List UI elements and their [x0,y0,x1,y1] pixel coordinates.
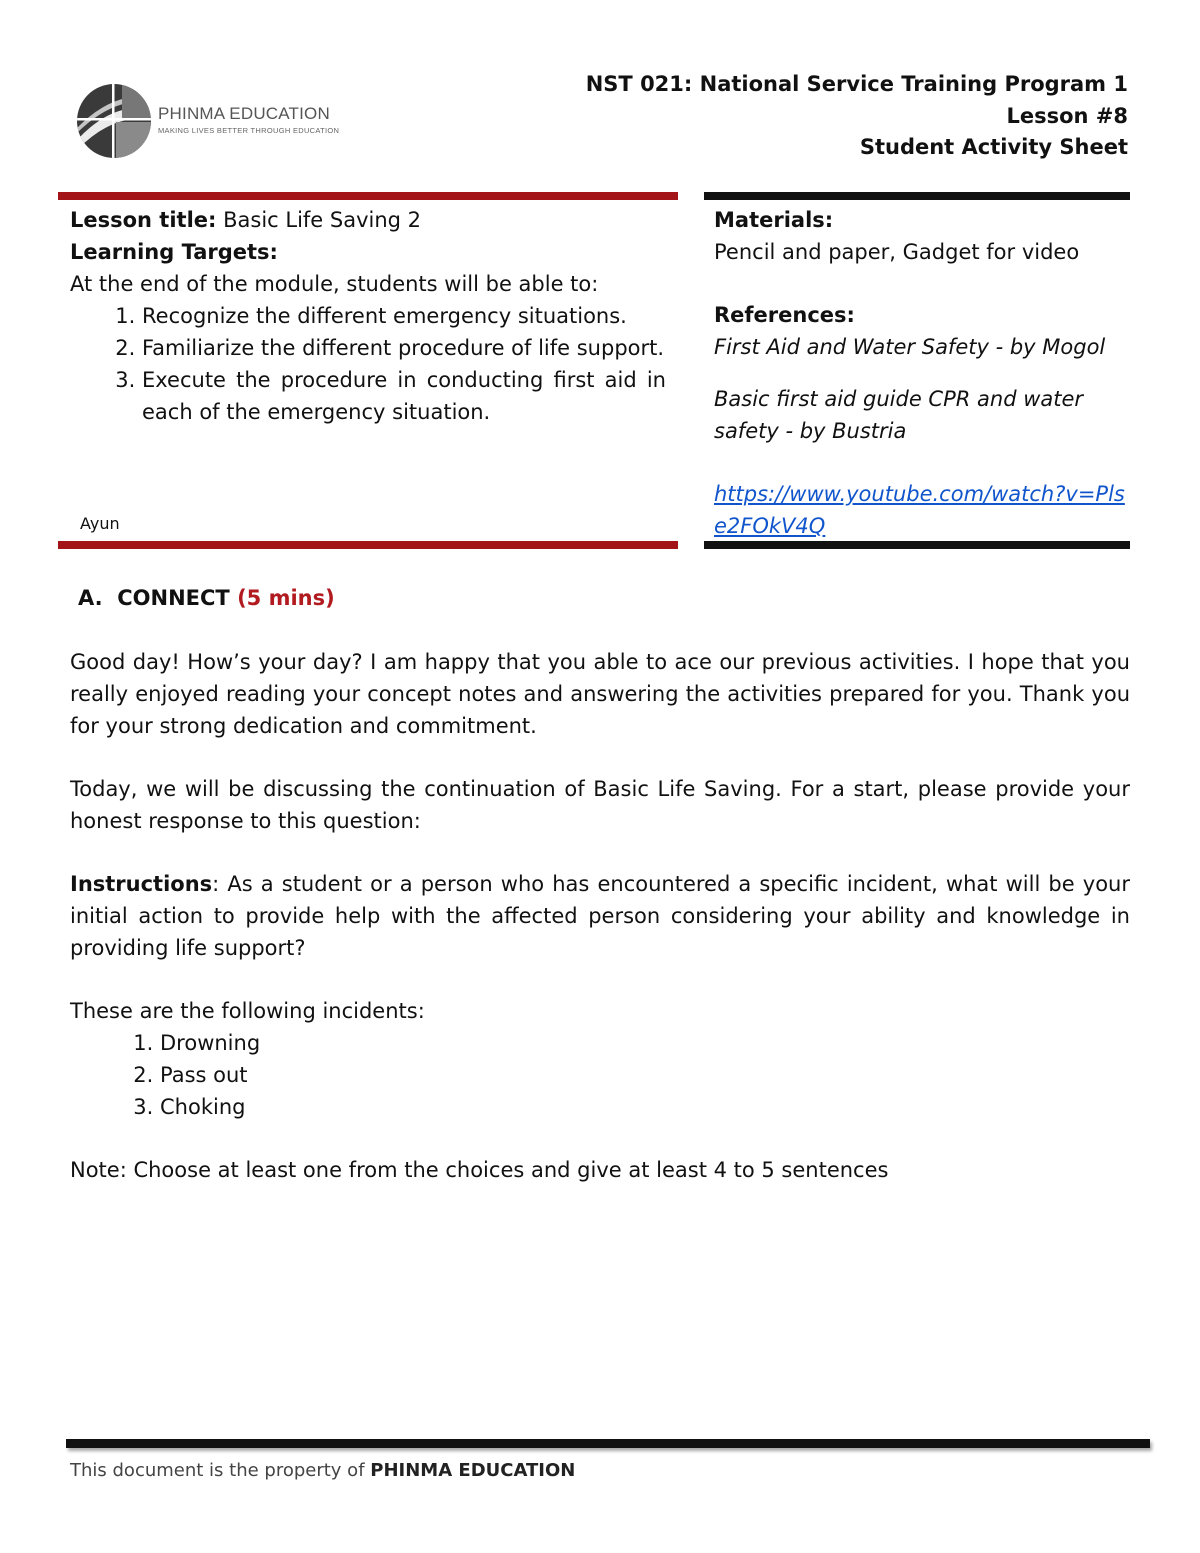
section-heading [70,582,1130,614]
note-paragraph: Note: Choose at least one from the choices and give at least 4 to 5 sentences [70,1158,889,1182]
materials-box [714,204,1130,542]
list-item: 2. Familiarize the different procedure of life support. [142,332,666,364]
lesson-title: Basic Life Saving 2 [216,208,422,232]
footer-owner: PHINMA EDUCATION [370,1460,576,1481]
footer-prefix: This document is the property of [70,1460,371,1481]
materials-label: Materials: [714,208,834,232]
materials-text: Pencil and paper, Gadget for video [714,240,1080,264]
left-top-divider [58,192,678,200]
lesson-title-line [70,204,666,236]
instructions-paragraph [70,868,1130,964]
list-item: 2. Pass out [160,1059,1130,1091]
phinma-logo [74,80,340,162]
footer-text [70,1460,575,1481]
right-top-divider [704,192,1130,200]
right-bottom-divider [704,541,1130,549]
targets-list [70,300,666,428]
targets-intro: At the end of the module, students will be able to: [70,272,599,296]
footer-divider [66,1439,1150,1448]
author-name: Ayun [80,514,120,533]
lesson-info-box [70,204,666,428]
lesson-title-label: Lesson title: [70,208,217,232]
logo-tagline: MAKING LIVES BETTER THROUGH EDUCATION [158,126,340,135]
logo-name: PHINMA EDUCATION [158,104,330,123]
incidents-list [70,1027,1130,1123]
sheet-title: Student Activity Sheet [859,135,1128,159]
instructions-text: : As a student or a person who has encountered a specific incident, what will be your initial action to provide help with the affected person considering your ability and knowledge in providing life support? [70,872,1130,960]
section-letter: A. [78,586,103,610]
list-item: 1. Recognize the different emergency situations. [142,300,666,332]
reference-item: First Aid and Water Safety - by Mogol [714,335,1106,359]
learning-targets-label: Learning Targets: [70,240,278,264]
phinma-logo-icon [74,80,154,162]
list-item: 3. Execute the procedure in conducting first aid in each of the emergency situation. [142,364,666,428]
incidents-intro: These are the following incidents: [70,999,425,1023]
intro-paragraph: Good day! How’s your day? I am happy that you able to ace our previous activities. I hope that you really enjoyed reading your concept notes and answering the activities prepared for you. Thank you for your strong dedication and commitment. [70,650,1130,738]
list-item: 1. Drowning [160,1027,1130,1059]
lesson-number: Lesson #8 [1006,104,1128,128]
section-duration: (5 mins) [237,586,335,610]
left-bottom-divider [58,541,678,549]
reference-item: Basic first aid guide CPR and water safety - by Bustria [714,387,1084,443]
video-link[interactable]: https://www.youtube.com/watch?v=Plse2FOkV4Q [714,482,1125,538]
instructions-label: Instructions [70,872,213,896]
course-title: NST 021: National Service Training Program 1 [585,72,1128,96]
list-item: 3. Choking [160,1091,1130,1123]
topic-paragraph: Today, we will be discussing the continuation of Basic Life Saving. For a start, please provide your honest response to this question: [70,777,1130,833]
connect-section [70,582,1130,1186]
references-label: References: [714,303,855,327]
section-title: CONNECT [117,586,230,610]
